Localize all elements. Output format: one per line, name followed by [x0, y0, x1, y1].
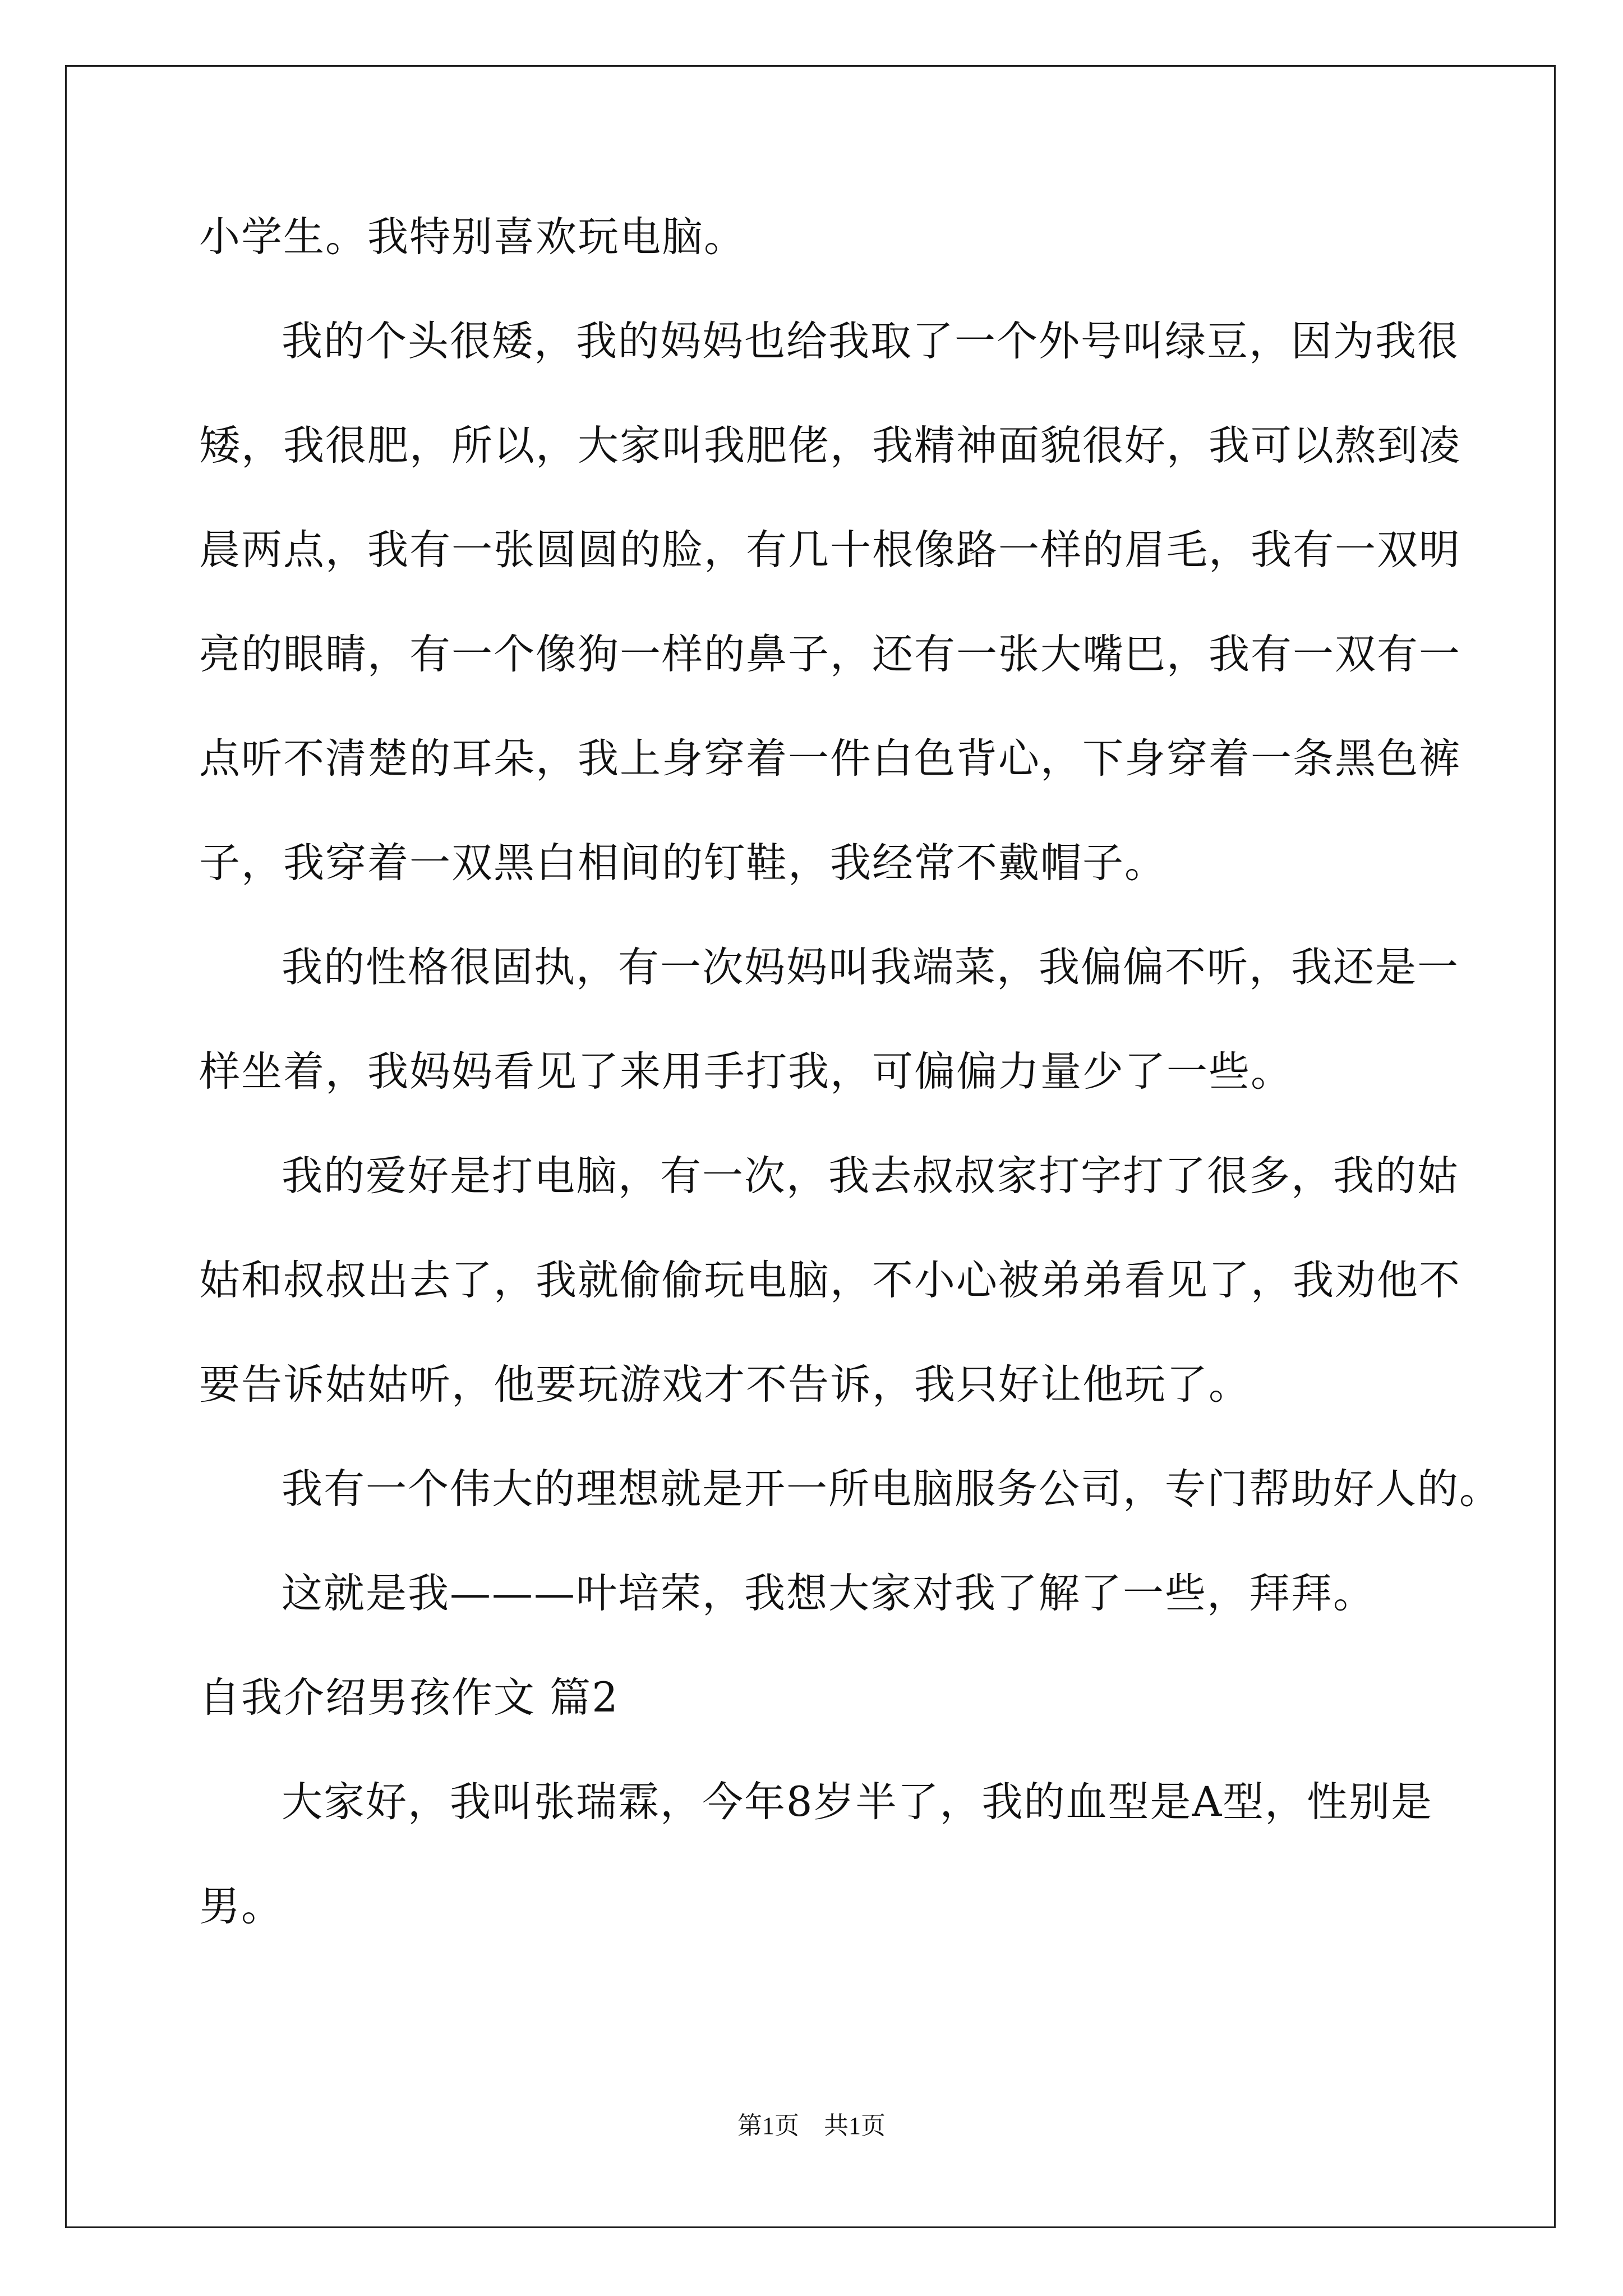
document-body: [199, 185, 1501, 1959]
text-line: 大家好，我叫张瑞霖，今年8岁半了，我的血型是A型，性别是: [282, 1778, 1433, 1826]
text-line: 晨两点，我有一张圆圆的脸，有几十根像路一样的眉毛，我有一双明: [199, 526, 1461, 574]
text-line: 这就是我———叶培荣，我想大家对我了解了一些，拜拜。: [282, 1570, 1375, 1617]
text-line: 我有一个伟大的理想就是开一所电脑服务公司，专门帮助好人的。: [282, 1465, 1501, 1513]
section-heading: 自我介绍男孩作文 篇2: [199, 1674, 619, 1722]
text-line: 姑和叔叔出去了，我就偷偷玩电脑，不小心被弟弟看见了，我劝他不: [199, 1257, 1461, 1304]
text-line: 我的个头很矮，我的妈妈也给我取了一个外号叫绿豆，因为我很: [282, 318, 1459, 365]
text-line: 点听不清楚的耳朵，我上身穿着一件白色背心，下身穿着一条黑色裤: [199, 735, 1461, 783]
text-line: 样坐着，我妈妈看见了来用手打我，可偏偏力量少了一些。: [199, 1048, 1293, 1096]
text-line: 我的性格很固执，有一次妈妈叫我端菜，我偏偏不听，我还是一: [282, 944, 1459, 991]
text-line: 矮，我很肥，所以，大家叫我肥佬，我精神面貌很好，我可以熬到凌: [199, 422, 1461, 470]
text-line: 我的爱好是打电脑，有一次，我去叔叔家打字打了很多，我的姑: [282, 1152, 1459, 1200]
text-line: 小学生。我特别喜欢玩电脑。: [199, 213, 746, 261]
text-line: 要告诉姑姑听，他要玩游戏才不告诉，我只好让他玩了。: [199, 1361, 1251, 1409]
text-line: 子，我穿着一双黑白相间的钉鞋，我经常不戴帽子。: [199, 839, 1166, 887]
page-number-footer: 第1页 共1页: [737, 2112, 886, 2139]
text-line: 亮的眼睛，有一个像狗一样的鼻子，还有一张大嘴巴，我有一双有一: [199, 631, 1461, 678]
text-line: 男。: [199, 1883, 283, 1930]
